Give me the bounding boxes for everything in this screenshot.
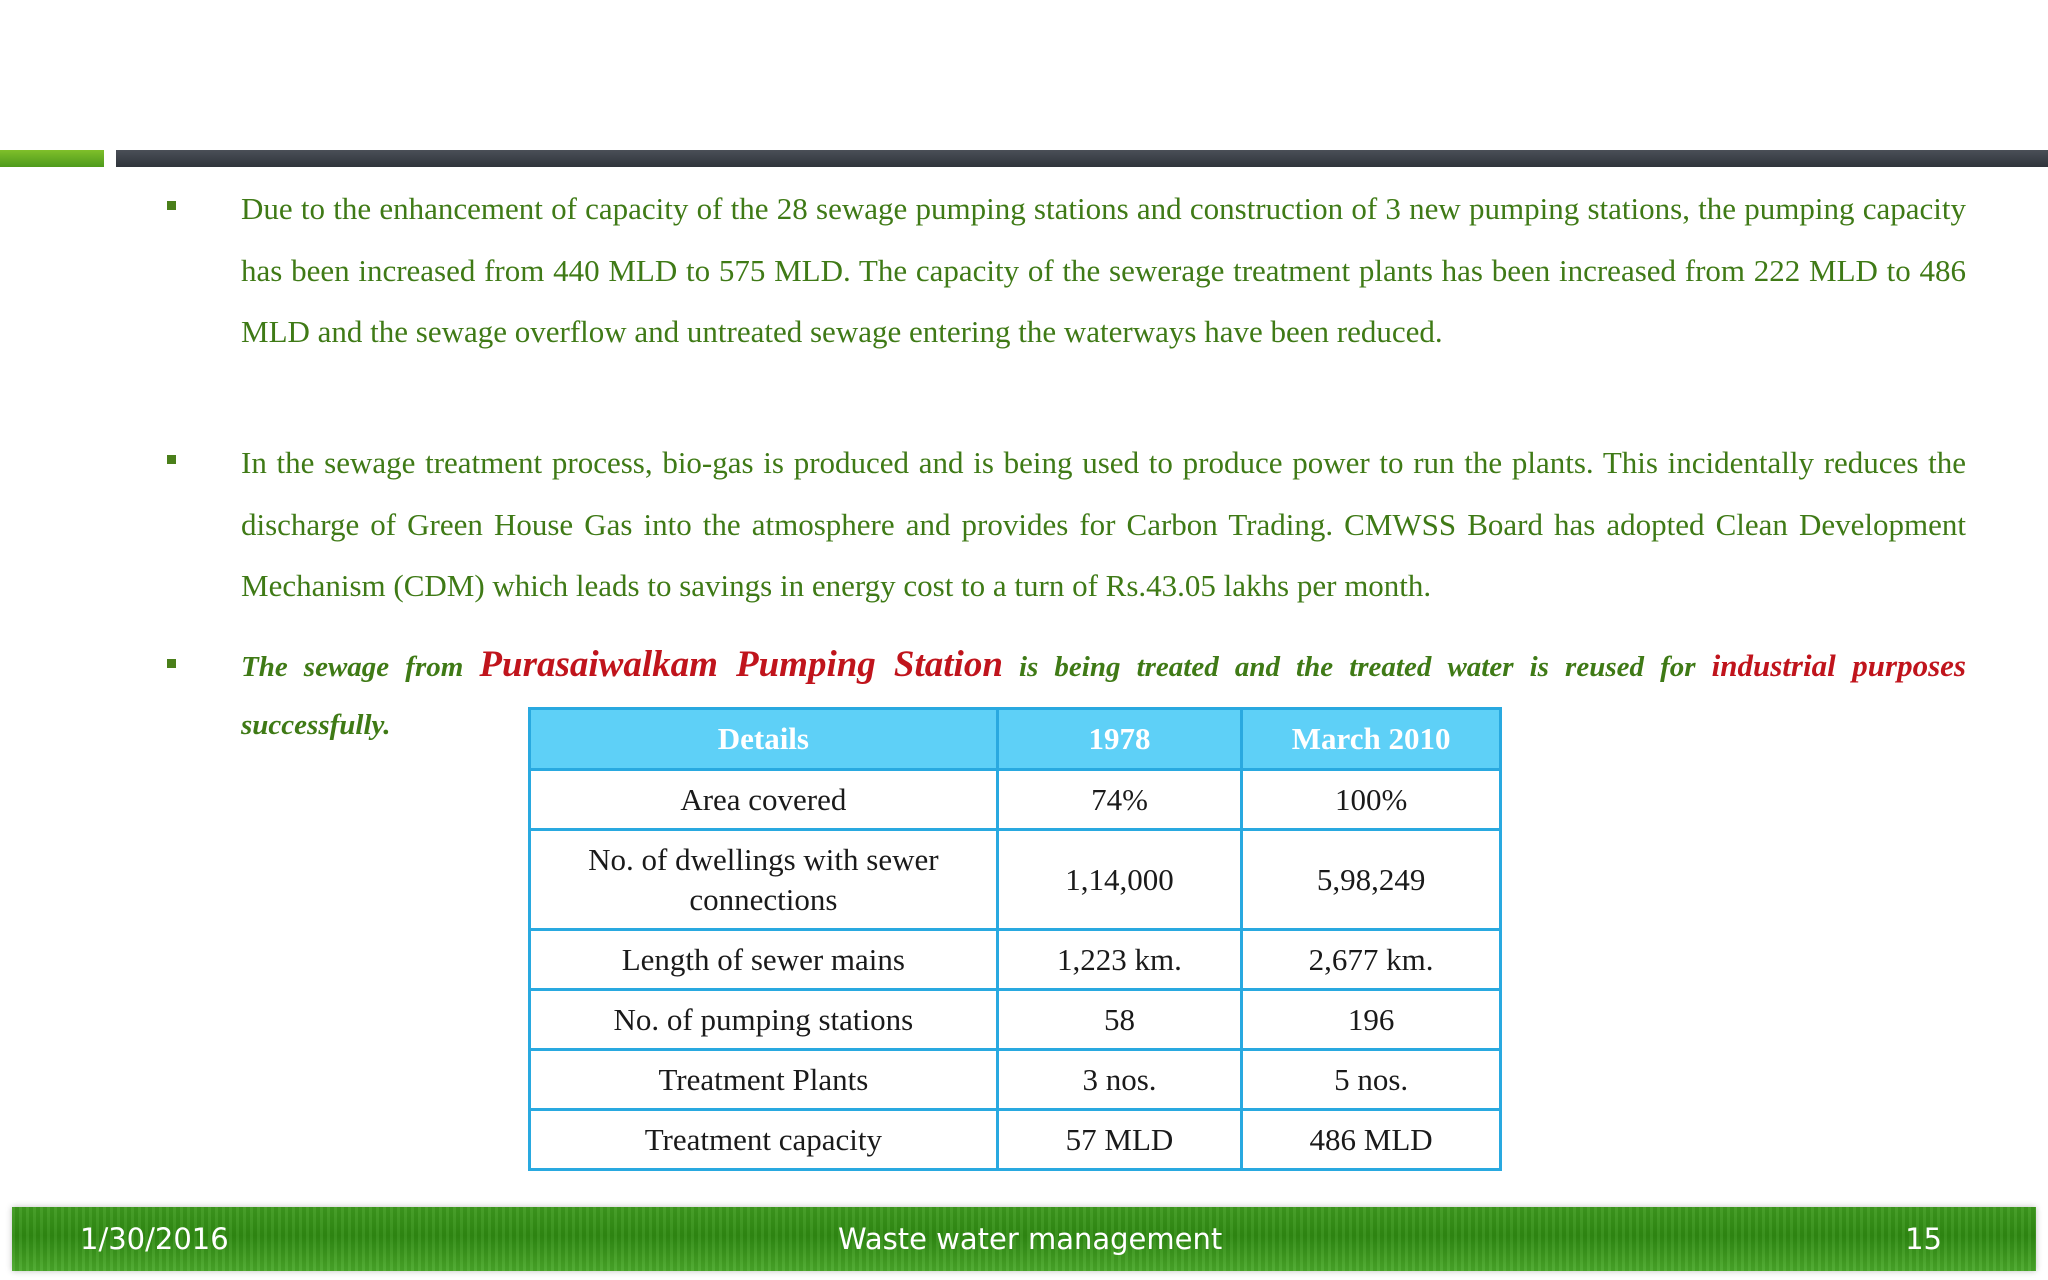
bullet-marker <box>167 659 176 668</box>
footer-title: Waste water management <box>838 1222 1223 1256</box>
table-cell-1978: 1,14,000 <box>997 830 1242 930</box>
slide-footer <box>12 1207 2036 1271</box>
table-row <box>530 930 1501 990</box>
table-row <box>530 1050 1501 1110</box>
table-row <box>530 830 1501 930</box>
table-cell-2010: 5,98,249 <box>1242 830 1501 930</box>
bullet-text-1: Due to the enhancement of capacity of the 28 sewage pumping stations and construction of 3 new pumping stations, the pumping capacity has been increased from 440 MLD to 575 MLD. The capacity of the sewerage treatment plants has been increased from 222 MLD to 486 MLD and the sewage overflow and untreated sewage entering the waterways have been reduced. <box>241 191 1966 349</box>
bullet-text-3 <box>241 634 1966 698</box>
table-header-1978: 1978 <box>997 709 1242 770</box>
bullet-text-3-part1: The sewage from <box>241 651 480 683</box>
table-cell-1978: 1,223 km. <box>997 930 1242 990</box>
table-header-details: Details <box>530 709 998 770</box>
table-cell-detail: Treatment Plants <box>530 1050 998 1110</box>
table-cell-detail: Length of sewer mains <box>530 930 998 990</box>
table-cell-1978: 74% <box>997 770 1242 830</box>
footer-page-number: 15 <box>1905 1222 1942 1256</box>
table-cell-1978: 58 <box>997 990 1242 1050</box>
bullet-marker <box>167 455 176 464</box>
highlight-station-name: Purasaiwalkam Pumping Station <box>479 644 1003 685</box>
table-header-row <box>530 709 1501 770</box>
table-cell-detail: Area covered <box>530 770 998 830</box>
table-cell-2010: 5 nos. <box>1242 1050 1501 1110</box>
table-cell-detail: Treatment capacity <box>530 1110 998 1170</box>
table-cell-1978: 57 MLD <box>997 1110 1242 1170</box>
table-header-march-2010: March 2010 <box>1242 709 1501 770</box>
table-cell-detail: No. of dwellings with sewer connections <box>530 830 998 930</box>
bullet-text-3-continued: successfully. <box>241 709 391 741</box>
table-row <box>530 1110 1501 1170</box>
table-cell-1978: 3 nos. <box>997 1050 1242 1110</box>
bullet-text-3-part2: is being treated and the treated water is reused for <box>1002 651 1712 683</box>
footer-date: 1/30/2016 <box>80 1222 229 1256</box>
sewerage-details-table <box>528 707 1502 1171</box>
highlight-industrial-purposes: industrial purposes <box>1711 648 1966 683</box>
table-row <box>530 770 1501 830</box>
bullet-text-2: In the sewage treatment process, bio-gas is produced and is being used to produce power to run the plants. This incidentally reduces the discharge of Green House Gas into the atmosphere and provides for Carbon Trading. CMWSS Board has adopted Clean Development Mechanism (CDM) which leads to savings in energy cost to a turn of Rs.43.05 lakhs per month. <box>241 445 1966 603</box>
table-cell-2010: 2,677 km. <box>1242 930 1501 990</box>
table-cell-2010: 100% <box>1242 770 1501 830</box>
bullet-marker <box>167 201 176 210</box>
table-row <box>530 990 1501 1050</box>
table-cell-2010: 196 <box>1242 990 1501 1050</box>
table-cell-2010: 486 MLD <box>1242 1110 1501 1170</box>
table-cell-detail: No. of pumping stations <box>530 990 998 1050</box>
